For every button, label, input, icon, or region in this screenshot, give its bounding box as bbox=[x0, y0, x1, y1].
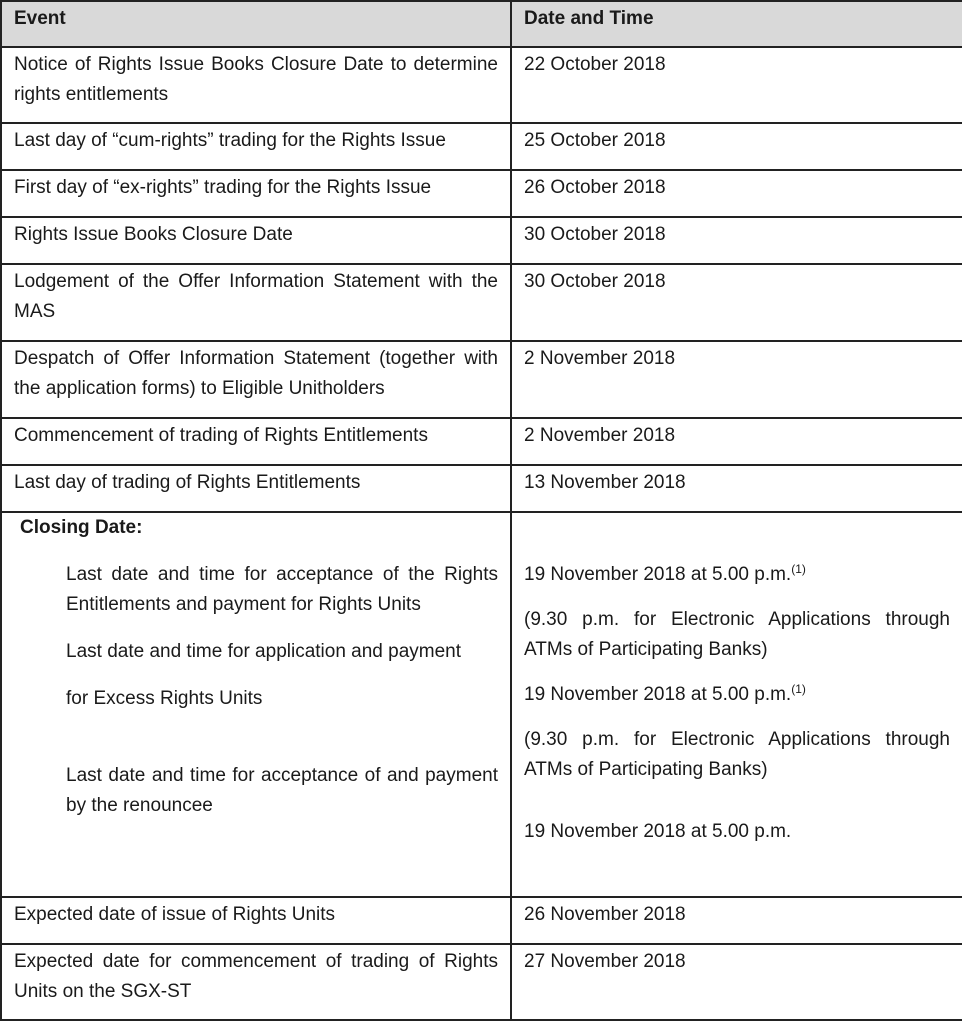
closing-date-cell bbox=[511, 512, 962, 897]
electronic-applications-note: (9.30 p.m. for Electronic Applications through ATMs of Participating Banks) bbox=[524, 609, 950, 660]
date-cell: 22 October 2018 bbox=[511, 47, 962, 123]
table-row bbox=[1, 170, 962, 217]
date-cell: 27 November 2018 bbox=[511, 944, 962, 1020]
table-row bbox=[1, 217, 962, 264]
table-row bbox=[1, 944, 962, 1020]
event-cell: Expected date of issue of Rights Units bbox=[1, 897, 511, 944]
table-row bbox=[1, 264, 962, 341]
table-row bbox=[1, 465, 962, 512]
date-cell: 2 November 2018 bbox=[511, 418, 962, 465]
closing-date-renouncee: 19 November 2018 at 5.00 p.m. bbox=[524, 821, 792, 842]
event-cell: Notice of Rights Issue Books Closure Date to determine rights entitlements bbox=[1, 47, 511, 123]
table-row bbox=[1, 123, 962, 170]
event-cell: Commencement of trading of Rights Entitlements bbox=[1, 418, 511, 465]
footnote-ref: (1) bbox=[791, 562, 806, 576]
closing-item-acceptance: Last date and time for acceptance of the Rights Entitlements and payment for Rights Units bbox=[66, 564, 498, 615]
closing-item-renouncee: Last date and time for acceptance of and payment by the renouncee bbox=[66, 765, 498, 816]
date-cell: 26 October 2018 bbox=[511, 170, 962, 217]
date-cell: 30 October 2018 bbox=[511, 264, 962, 341]
event-cell: Rights Issue Books Closure Date bbox=[1, 217, 511, 264]
event-cell: Despatch of Offer Information Statement (together with the application forms) to Eligible Unitholders bbox=[1, 341, 511, 418]
closing-date-acceptance: 19 November 2018 at 5.00 p.m.$^{(1)}$ bbox=[524, 562, 806, 585]
event-cell: Last day of “cum-rights” trading for the Rights Issue bbox=[1, 123, 511, 170]
date-cell: 30 October 2018 bbox=[511, 217, 962, 264]
date-cell: 2 November 2018 bbox=[511, 341, 962, 418]
event-cell: First day of “ex-rights” trading for the Rights Issue bbox=[1, 170, 511, 217]
date-cell: 26 November 2018 bbox=[511, 897, 962, 944]
closing-item-excess-line1: Last date and time for application and payment bbox=[66, 641, 462, 662]
table-row bbox=[1, 418, 962, 465]
table-row bbox=[1, 341, 962, 418]
closing-date-row bbox=[1, 512, 962, 897]
closing-date-excess: 19 November 2018 at 5.00 p.m.$^{(1)}$ bbox=[524, 682, 806, 705]
closing-event-cell bbox=[1, 512, 511, 897]
header-date-time: Date and Time bbox=[511, 1, 962, 47]
event-cell: Lodgement of the Offer Information Statement with the MAS bbox=[1, 264, 511, 341]
table-row bbox=[1, 47, 962, 123]
date-cell: 25 October 2018 bbox=[511, 123, 962, 170]
closing-date-label: Closing Date: bbox=[20, 517, 143, 538]
footnote-ref: (1) bbox=[791, 682, 806, 696]
electronic-applications-note: (9.30 p.m. for Electronic Applications through ATMs of Participating Banks) bbox=[524, 729, 950, 780]
header-row bbox=[1, 1, 962, 47]
table-row bbox=[1, 897, 962, 944]
closing-item-excess-line2: for Excess Rights Units bbox=[66, 688, 263, 709]
event-cell: Last day of trading of Rights Entitlements bbox=[1, 465, 511, 512]
header-event: Event bbox=[1, 1, 511, 47]
date-cell: 13 November 2018 bbox=[511, 465, 962, 512]
event-cell: Expected date for commencement of trading of Rights Units on the SGX-ST bbox=[1, 944, 511, 1020]
